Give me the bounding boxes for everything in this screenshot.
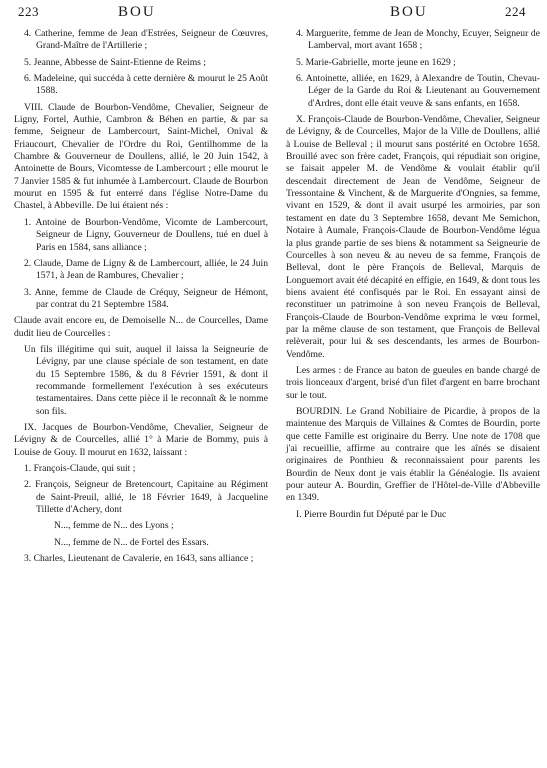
text-entry: 4. Marguerite, femme de Jean de Monchy, Ecuyer, Seigneur de Lamberval, mort avant 1658 ; [296, 28, 540, 52]
text-entry: N..., femme de N... des Lyons ; [54, 520, 174, 532]
text-entry: Claude avait encore eu, de Demoiselle N... de Courcelles, Dame dudit lieu de Courcelles : [14, 315, 268, 339]
text-entry: 6. Madeleine, qui succéda à cette dernière & mourut le 25 Août 1588. [24, 73, 268, 97]
text-entry: 2. Claude, Dame de Ligny & de Lambercourt, alliée, le 24 Juin 1571, à Jean de Rambures, Chevalier ; [24, 257, 268, 282]
text-entry: 5. Jeanne, Abbesse de Saint-Etienne de Reims ; [24, 56, 206, 68]
text-entry: 5. Marie-Gabrielle, morte jeune en 1629 ; [296, 56, 456, 68]
text-entry: BOURDIN. Le Grand Nobiliaire de Picardie, à propos de la maintenue des Marquis de Villaines & Comtes de Bourdin, porte que cette Famille est originaire du Berry. Une note de 1708 que j'ai recueillie, affirme au contraire que les aînés se disaient originaires de Ponthieu & reconnaissaient pour parents les Bourdin de Neux dont je vais établir la Généalogie. Ils avaient pour auteur A. Bourdin, Greffier de l'Hôtel-de-Ville d'Abbeville en 1349. [286, 405, 540, 504]
left-page-number: 223 [18, 4, 39, 19]
running-header [0, 4, 547, 26]
text-entry: Les armes : de France au baton de gueules en bande chargé de trois lionceaux d'argent, brisé d'un filet d'argent en barre brochant sur le tout. [286, 364, 540, 401]
left-text-column [14, 28, 268, 569]
text-entry: Un fils illégitime qui suit, auquel il laissa la Seigneurie de Lévigny, par une clause spéciale de son testament, en date du 15 Septembre 1586, & du 8 Février 1591, & dont il recommande formellement l'exécution à ses exécuteurs testamentaires. Dans cette pièce il le reconnaît & le nomme son fils. [24, 343, 268, 417]
text-entry: 1. François-Claude, qui suit ; [24, 463, 136, 474]
text-entry: 3. Charles, Lieutenant de Cavalerie, en 1643, sans alliance ; [24, 553, 254, 565]
text-entry: IX. Jacques de Bourbon-Vendôme, Chevalier, Seigneur de Lévigny & de Courcelles, allié 1° à Marie de Bommy, puis à Louise de Gouy. Il mourut en 1632, laissant : [14, 421, 268, 458]
text-entry: 4. Catherine, femme de Jean d'Estrées, Seigneur de Cœuvres, Grand-Maître de l'Artillerie ; [24, 28, 268, 52]
right-page-number: 224 [505, 4, 526, 19]
text-entry: I. Pierre Bourdin fut Député par le Duc [296, 508, 447, 520]
right-text-column [286, 28, 540, 525]
text-entry: 3. Anne, femme de Claude de Créquy, Seigneur de Hémont, par contrat du 21 Septembre 1584. [24, 286, 268, 310]
text-entry: X. François-Claude de Bourbon-Vendôme, Chevalier, Seigneur de Lévigny, & de Courcelles, Major de la Ville de Doullens, allié à Louise de Belleval ; il mourut sans postérité en Octobre 1658. Brouillé avec son frère cadet, François, qui répudiait son origine, se faisait appeler M. de Vendôme & voulait établir qu'il descendait directement de Jean de Vendôme, Seigneur de Tressontaine & Vinchent, & de Marguerite d'Ongnies, sa femme, vivant en 1529, & dont il avait usurpé les armoiries, par son testament en date du 3 Septembre 1658, devant Me Semichon, Notaire à Aumale, François-Claude de Bourbon-Vendôme légua la plus grande partie de ses biens & notamment sa Seigneurie de Courcelles à son neveu & au neveu de sa femme, François de Belleval, dont le père François de Belleval, Marquis de Longuemort avait été décapité en effigie, en 1649, & dont tous les biens avaient été confisqués par le Roi. En essayant ainsi de reconstituer un patrimoine à son neveu François de Belleval, François-Claude de Bourbon-Vendôme exprima le vœu formel, par la même clause de son testament, que François de Belleval relèverait, pour lui & ses descendants, les armes de Bourbon-Vendôme. [286, 114, 540, 360]
text-entry: 1. Antoine de Bourbon-Vendôme, Vicomte de Lambercourt, Seigneur de Ligny, Gouverneur de Doullens, tué en duel à Paris en 1584, sans alliance ; [24, 216, 268, 253]
left-running-title: BOU [118, 4, 156, 20]
right-running-title: BOU [390, 4, 428, 20]
text-entry: 2. François, Seigneur de Bretencourt, Capitaine au Régiment de Saint-Preuil, allié, le 18 Février 1649, à Jacqueline Tillette d'Achery, dont [24, 479, 268, 516]
text-entry: 6. Antoinette, alliée, en 1629, à Alexandre de Toutin, Chevau-Léger de la Garde du Roi & Lieutenant au Gouvernement d'Ardres, dont elle était veuve & sans enfants, en 1658. [296, 73, 540, 109]
text-entry: VIII. Claude de Bourbon-Vendôme, Chevalier, Seigneur de Ligny, Fortel, Authie, Cambron & Béhen en partie, & par sa femme, Seigneur de Lambercourt, Saint-Michel, Onival & Friaucourt, Chevalier de l'Ordre du Roi, Gentilhomme de la Chambre & Gouverneur de Doullens, allié, le 20 Juin 1542, à Antoinette de Bours, Vicomtesse de Lambercourt ; elle mourut le 7 Janvier 1585 & fut inhumée à Lambercourt. Claude de Bourbon mourut en 1595 & fut enterré dans l'église Notre-Dame du Chastel, à Abbeville. De lui étaient nés : [14, 101, 268, 212]
text-entry: N..., femme de N... de Fortel des Essars. [54, 536, 209, 548]
